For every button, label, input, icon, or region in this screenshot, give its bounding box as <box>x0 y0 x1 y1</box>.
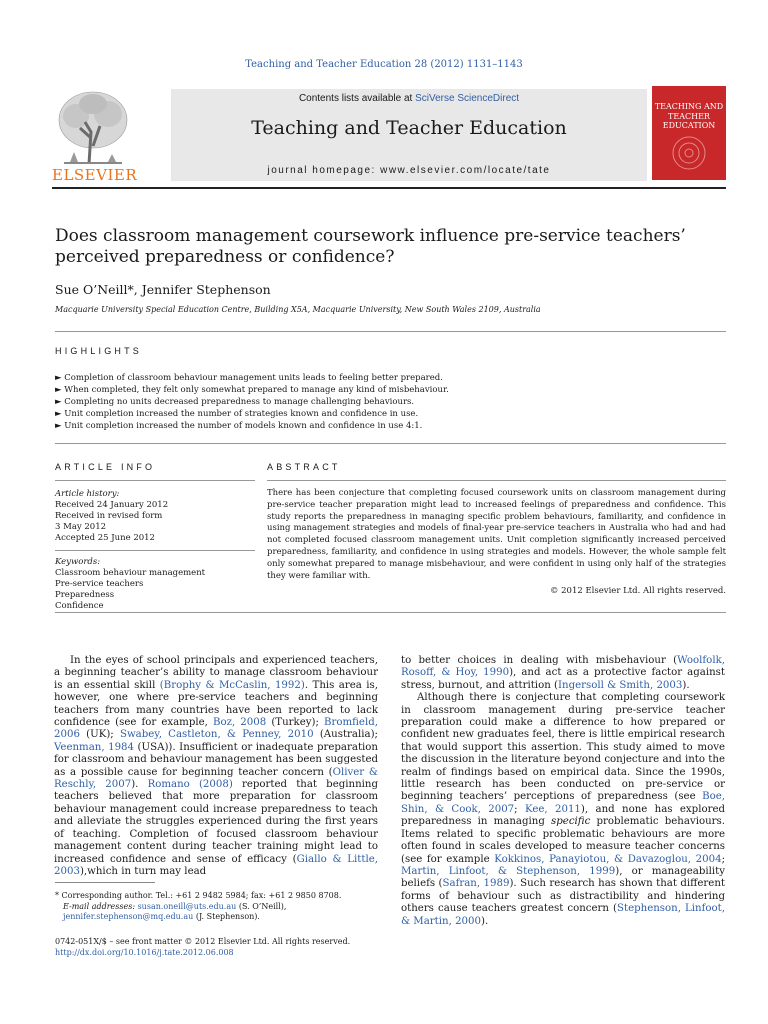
abstract-text: There has been conjecture that completing focused coursework units on classroom management during pre-service teacher preparation might lead to increased feelings of preparedness and confidence. This study reports the preparedness in managing specific problem behaviours, familiarity, and confidence in using management strategies and models of final-year pre-service teachers in Australia who had and had not completed focused classroom management units. Unit completion significantly increased perceived preparedness, familiarity, and confidence in using strategies and models. However, the whole sample felt only somewhat prepared to manage misbehaviour, and were confident in using only half of the strategies they were familiar with. <box>267 488 726 581</box>
masthead-rule <box>52 187 726 189</box>
history-line: Received in revised form <box>55 511 163 521</box>
elsevier-wordmark: ELSEVIER <box>52 166 138 184</box>
divider <box>55 331 726 332</box>
sciencedirect-link[interactable]: SciVerse ScienceDirect <box>415 93 520 104</box>
body-text: In the eyes of school principals and experienced teachers, a beginning teacher’s ability to manage classroom behaviour is an essential skill <box>54 655 378 691</box>
highlight-item: ► Unit completion increased the number of strategies known and confidence in use. <box>55 409 419 419</box>
journal-citation[interactable]: Teaching and Teacher Education 28 (2012) 1131–1143 <box>245 59 523 70</box>
cover-title: TEACHING AND TEACHER EDUCATION <box>654 102 724 130</box>
article-history <box>55 489 255 544</box>
body-paragraph <box>401 655 725 692</box>
highlight-item: ► When completed, they felt only somewhat prepared to manage any kind of misbehaviour. <box>55 385 449 395</box>
history-line: Received 24 January 2012 <box>55 500 169 510</box>
reference-link[interactable]: Oliver & Reschly, 2007 <box>54 766 378 791</box>
reference-link[interactable]: (Brophy & McCaslin, 1992) <box>159 679 305 691</box>
body-column-right <box>401 655 725 928</box>
history-label: Article history: <box>55 489 120 499</box>
body-text: (Australia); <box>313 729 378 741</box>
reference-link[interactable]: Safran, 1989 <box>442 878 510 890</box>
footnote <box>55 891 381 923</box>
doi-link[interactable]: http://dx.doi.org/10.1016/j.tate.2012.06.008 <box>55 947 234 957</box>
keyword: Pre-service teachers <box>55 579 144 589</box>
body-text: (UK); <box>79 729 114 741</box>
contents-prefix: Contents lists available at <box>298 93 416 104</box>
divider <box>267 480 726 481</box>
email-note: (S. O’Neill), <box>236 901 287 911</box>
divider <box>55 612 726 613</box>
reference-link[interactable]: Ingersoll & Smith, 2003 <box>557 679 683 691</box>
abstract-heading: ABSTRACT <box>267 462 341 472</box>
body-text: ),which in turn may lead <box>79 865 207 877</box>
issn-block <box>55 937 381 958</box>
body-text: . This area is, however, one where pre-service teachers and beginning teachers from many countries have been reported to lack confidence (see for example, <box>54 679 378 729</box>
cover-pattern-icon <box>670 134 708 172</box>
keyword: Confidence <box>55 601 104 611</box>
article-title: Does classroom management coursework influence pre-service teachers’ perceived preparedness or confidence? <box>55 226 686 267</box>
email-line <box>55 902 381 923</box>
body-text: ; <box>514 803 518 815</box>
emphasis: specific <box>551 816 591 828</box>
divider <box>55 550 255 551</box>
highlight-item: ► Unit completion increased the number of models known and confidence in use 4:1. <box>55 421 423 431</box>
reference-link[interactable]: Martin, Linfoot, & Stephenson, 1999 <box>401 865 616 877</box>
body-text: ), and none has explored preparedness in managing <box>401 803 726 828</box>
body-text: ), and act as a protective factor against stress, burnout, and attrition ( <box>401 667 725 691</box>
reference-link[interactable]: Stephenson, Linfoot, & Martin, 2000 <box>401 903 725 927</box>
contents-line <box>171 93 647 104</box>
journal-homepage[interactable]: journal homepage: www.elsevier.com/locate/tate <box>267 165 551 176</box>
keyword: Preparedness <box>55 590 115 600</box>
abstract-copyright: © 2012 Elsevier Ltd. All rights reserved. <box>549 586 726 596</box>
history-line: Accepted 25 June 2012 <box>55 533 155 543</box>
article-authors: Sue O’Neill*, Jennifer Stephenson <box>55 282 271 297</box>
reference-link[interactable]: Giallo & Little, 2003 <box>54 853 379 877</box>
highlight-item: ► Completing no units decreased preparedness to manage challenging behaviours. <box>55 397 415 407</box>
email-link[interactable]: jennifer.stephenson@mq.edu.au <box>63 912 194 921</box>
body-text: (USA)). Insufficient or inadequate preparation for classroom and behaviour management has been suggested as a possible cause for beginning teacher concern ( <box>54 741 378 778</box>
email-link[interactable]: susan.oneill@uts.edu.au <box>137 901 237 911</box>
body-text: reported that beginning teachers believed that more preparation for classroom behaviour management could increase preparedness to teach and alleviate the struggles experienced during the first years of teaching. Completion of focused classroom behaviour management content during teacher training might lead to increased confidence and sense of efficacy ( <box>54 779 378 865</box>
journal-title: Teaching and Teacher Education <box>251 117 567 139</box>
body-paragraph <box>401 692 725 928</box>
author-affiliation: Macquarie University Special Education Centre, Building X5A, Macquarie University, New South Wales 2109, Australia <box>55 305 541 314</box>
reference-link[interactable]: Veenman, 1984 <box>54 741 135 753</box>
body-text: ; <box>721 853 725 865</box>
body-text: (Turkey); <box>266 717 319 729</box>
email-label: E-mail addresses: <box>63 901 136 911</box>
body-text: Although there is conjecture that completing coursework in classroom management during pre-service teacher preparation could make a difference to how prepared or confident new graduates feel, there is little empirical research that would support this assertion. This study aimed to move the discussion in the literature beyond conjecture and into the realm of findings based on empirical data. Since the 1990s, little research has been conducted on pre-service or beginning teachers’ perceptions of preparedness (see <box>401 692 725 803</box>
body-text: ). <box>481 915 489 927</box>
divider <box>55 480 255 481</box>
highlights-heading: HIGHLIGHTS <box>55 346 143 356</box>
reference-link[interactable]: Kokkinos, Panayiotou, & Davazoglou, 2004 <box>494 853 722 865</box>
highlights-list <box>55 372 705 432</box>
keywords <box>55 557 255 612</box>
email-note: (J. Stephenson). <box>193 912 260 921</box>
reference-link[interactable]: Bromfield, 2006 <box>54 717 378 741</box>
article-info-heading: ARTICLE INFO <box>55 462 156 472</box>
body-text: ), or manageability beliefs ( <box>401 865 725 890</box>
reference-link[interactable]: Woolfolk, Rosoff, & Hoy, 1990 <box>401 655 725 679</box>
reference-link[interactable]: Romano (2008) <box>147 779 233 791</box>
keywords-label: Keywords: <box>55 557 101 567</box>
reference-link[interactable]: Boe, Shin, & Cook, 2007 <box>401 791 725 815</box>
reference-link[interactable]: Kee, 2011 <box>524 803 581 815</box>
body-text: ). <box>682 679 690 691</box>
footnote-rule <box>55 882 155 883</box>
body-text: to better choices in dealing with misbehaviour ( <box>401 655 678 666</box>
corresponding-author: * Corresponding author. Tel.: +61 2 9482 5984; fax: +61 2 9850 8708. <box>55 891 342 900</box>
body-text: ). <box>131 779 139 791</box>
journal-cover <box>652 86 726 180</box>
issn-line: 0742-051X/$ – see front matter © 2012 Elsevier Ltd. All rights reserved. <box>55 937 351 946</box>
body-paragraph <box>54 655 378 878</box>
history-line: 3 May 2012 <box>55 522 107 532</box>
divider <box>55 443 726 444</box>
reference-link[interactable]: Swabey, Castleton, & Penney, 2010 <box>119 729 314 741</box>
body-text: problematic behaviours. Items related to specific problematic behaviours are more often found in scales developed to measure teacher concerns (see for example <box>401 816 725 865</box>
body-text: ). Such research has shown that different forms of behaviour such as distractibility and hindering others cause teachers greatest concern ( <box>401 878 725 915</box>
body-column-left <box>54 655 378 878</box>
keyword: Classroom behaviour management <box>55 568 206 578</box>
highlight-item: ► Completion of classroom behaviour management units leads to feeling better prepared. <box>55 373 443 383</box>
reference-link[interactable]: Boz, 2008 <box>212 717 267 729</box>
